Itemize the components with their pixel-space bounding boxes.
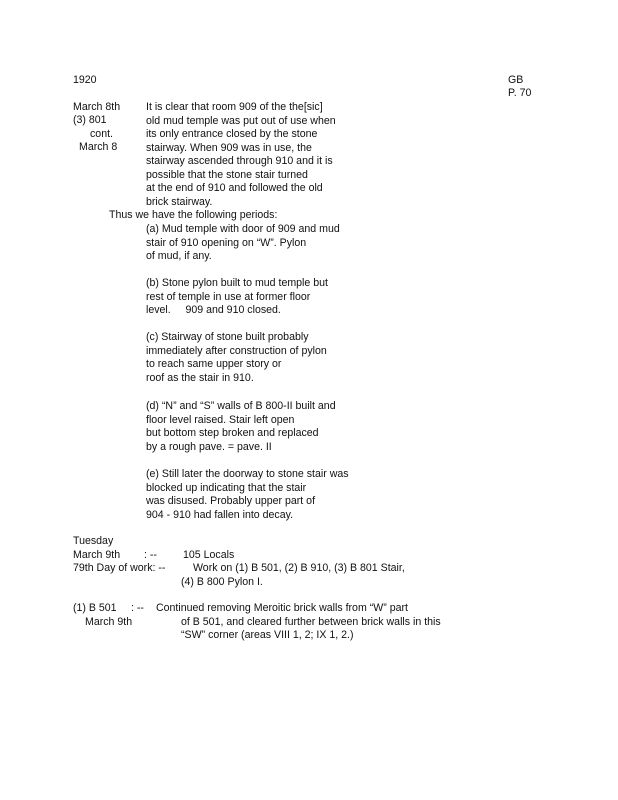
entry2-date: March 9th: [73, 549, 121, 561]
initials: GB: [508, 74, 524, 86]
period-line: to reach same upper story or: [146, 358, 282, 370]
period-line: by a rough pave. = pave. II: [146, 440, 272, 453]
entry3-line: Continued removing Meroitic brick walls from “W” part: [156, 602, 408, 614]
period-line: (b) Stone pylon built to mud temple but: [146, 277, 328, 289]
page-reference: P. 70: [508, 87, 532, 99]
body-line: old mud temple was put out of use when: [146, 114, 336, 127]
entry3-separator: : --: [131, 602, 144, 614]
period-a: [146, 223, 340, 264]
period-line: immediately after construction of pylon: [146, 344, 327, 357]
body-line: its only entrance closed by the stone: [146, 128, 318, 140]
period-line: (d) “N” and “S” walls of B 800-II built and: [146, 400, 336, 412]
period-line: but bottom step broken and replaced: [146, 427, 319, 439]
period-line: of mud, if any.: [146, 250, 212, 262]
period-line: rest of temple in use at former floor: [146, 290, 311, 303]
period-line: (c) Stairway of stone built probably: [146, 331, 309, 343]
entry2-date-separator: : --: [144, 549, 157, 561]
body-line: It is clear that room 909 of the the[sic]: [146, 101, 323, 113]
entry3-ref: (1) B 501: [73, 602, 117, 614]
body-line: at the end of 910 and followed the old: [146, 182, 323, 194]
work-areas-line: Work on (1) B 501, (2) B 910, (3) B 801 Stair,: [193, 562, 405, 574]
period-line: floor level raised. Stair left open: [146, 413, 295, 426]
entry-area-ref: (3) 801: [73, 114, 107, 126]
period-d: [146, 400, 336, 454]
period-line: level. 909 and 910 closed.: [146, 304, 281, 316]
body-line: stairway. When 909 was in use, the: [146, 141, 312, 154]
body-line: stairway ascended through 910 and it is: [146, 155, 333, 167]
workday-label: 79th Day of work: --: [73, 562, 166, 574]
period-line: stair of 910 opening on “W”. Pylon: [146, 236, 307, 249]
periods-intro: Thus we have the following periods:: [109, 209, 278, 221]
work-areas-line: (4) B 800 Pylon I.: [181, 576, 263, 588]
period-line: (a) Mud temple with door of 909 and mud: [146, 223, 340, 235]
body-line: brick stairway.: [146, 195, 213, 208]
period-e: [146, 468, 349, 522]
locals-count: 105 Locals: [183, 549, 235, 561]
period-line: was disused. Probably upper part of: [146, 495, 316, 507]
body-line: possible that the stone stair turned: [146, 168, 308, 181]
entry-body: [146, 101, 336, 209]
entry3-line: of B 501, and cleared further between brick walls in this: [181, 616, 441, 628]
period-line: 904 - 910 had fallen into decay.: [146, 508, 294, 521]
period-line: (e) Still later the doorway to stone stair was: [146, 468, 349, 480]
entry-cont-label: cont.: [90, 128, 113, 140]
period-c: [146, 331, 327, 385]
period-line: roof as the stair in 910.: [146, 371, 254, 384]
period-b: [146, 277, 328, 318]
entry-date-repeat: March 8: [79, 141, 118, 153]
year-heading: 1920: [73, 74, 97, 86]
period-line: blocked up indicating that the stair: [146, 481, 307, 494]
weekday-label: Tuesday: [73, 535, 114, 547]
entry3-date: March 9th: [85, 616, 133, 628]
entry3-line: “SW” corner (areas VIII 1, 2; IX 1, 2.): [181, 629, 354, 641]
entry-date: March 8th: [73, 101, 121, 113]
